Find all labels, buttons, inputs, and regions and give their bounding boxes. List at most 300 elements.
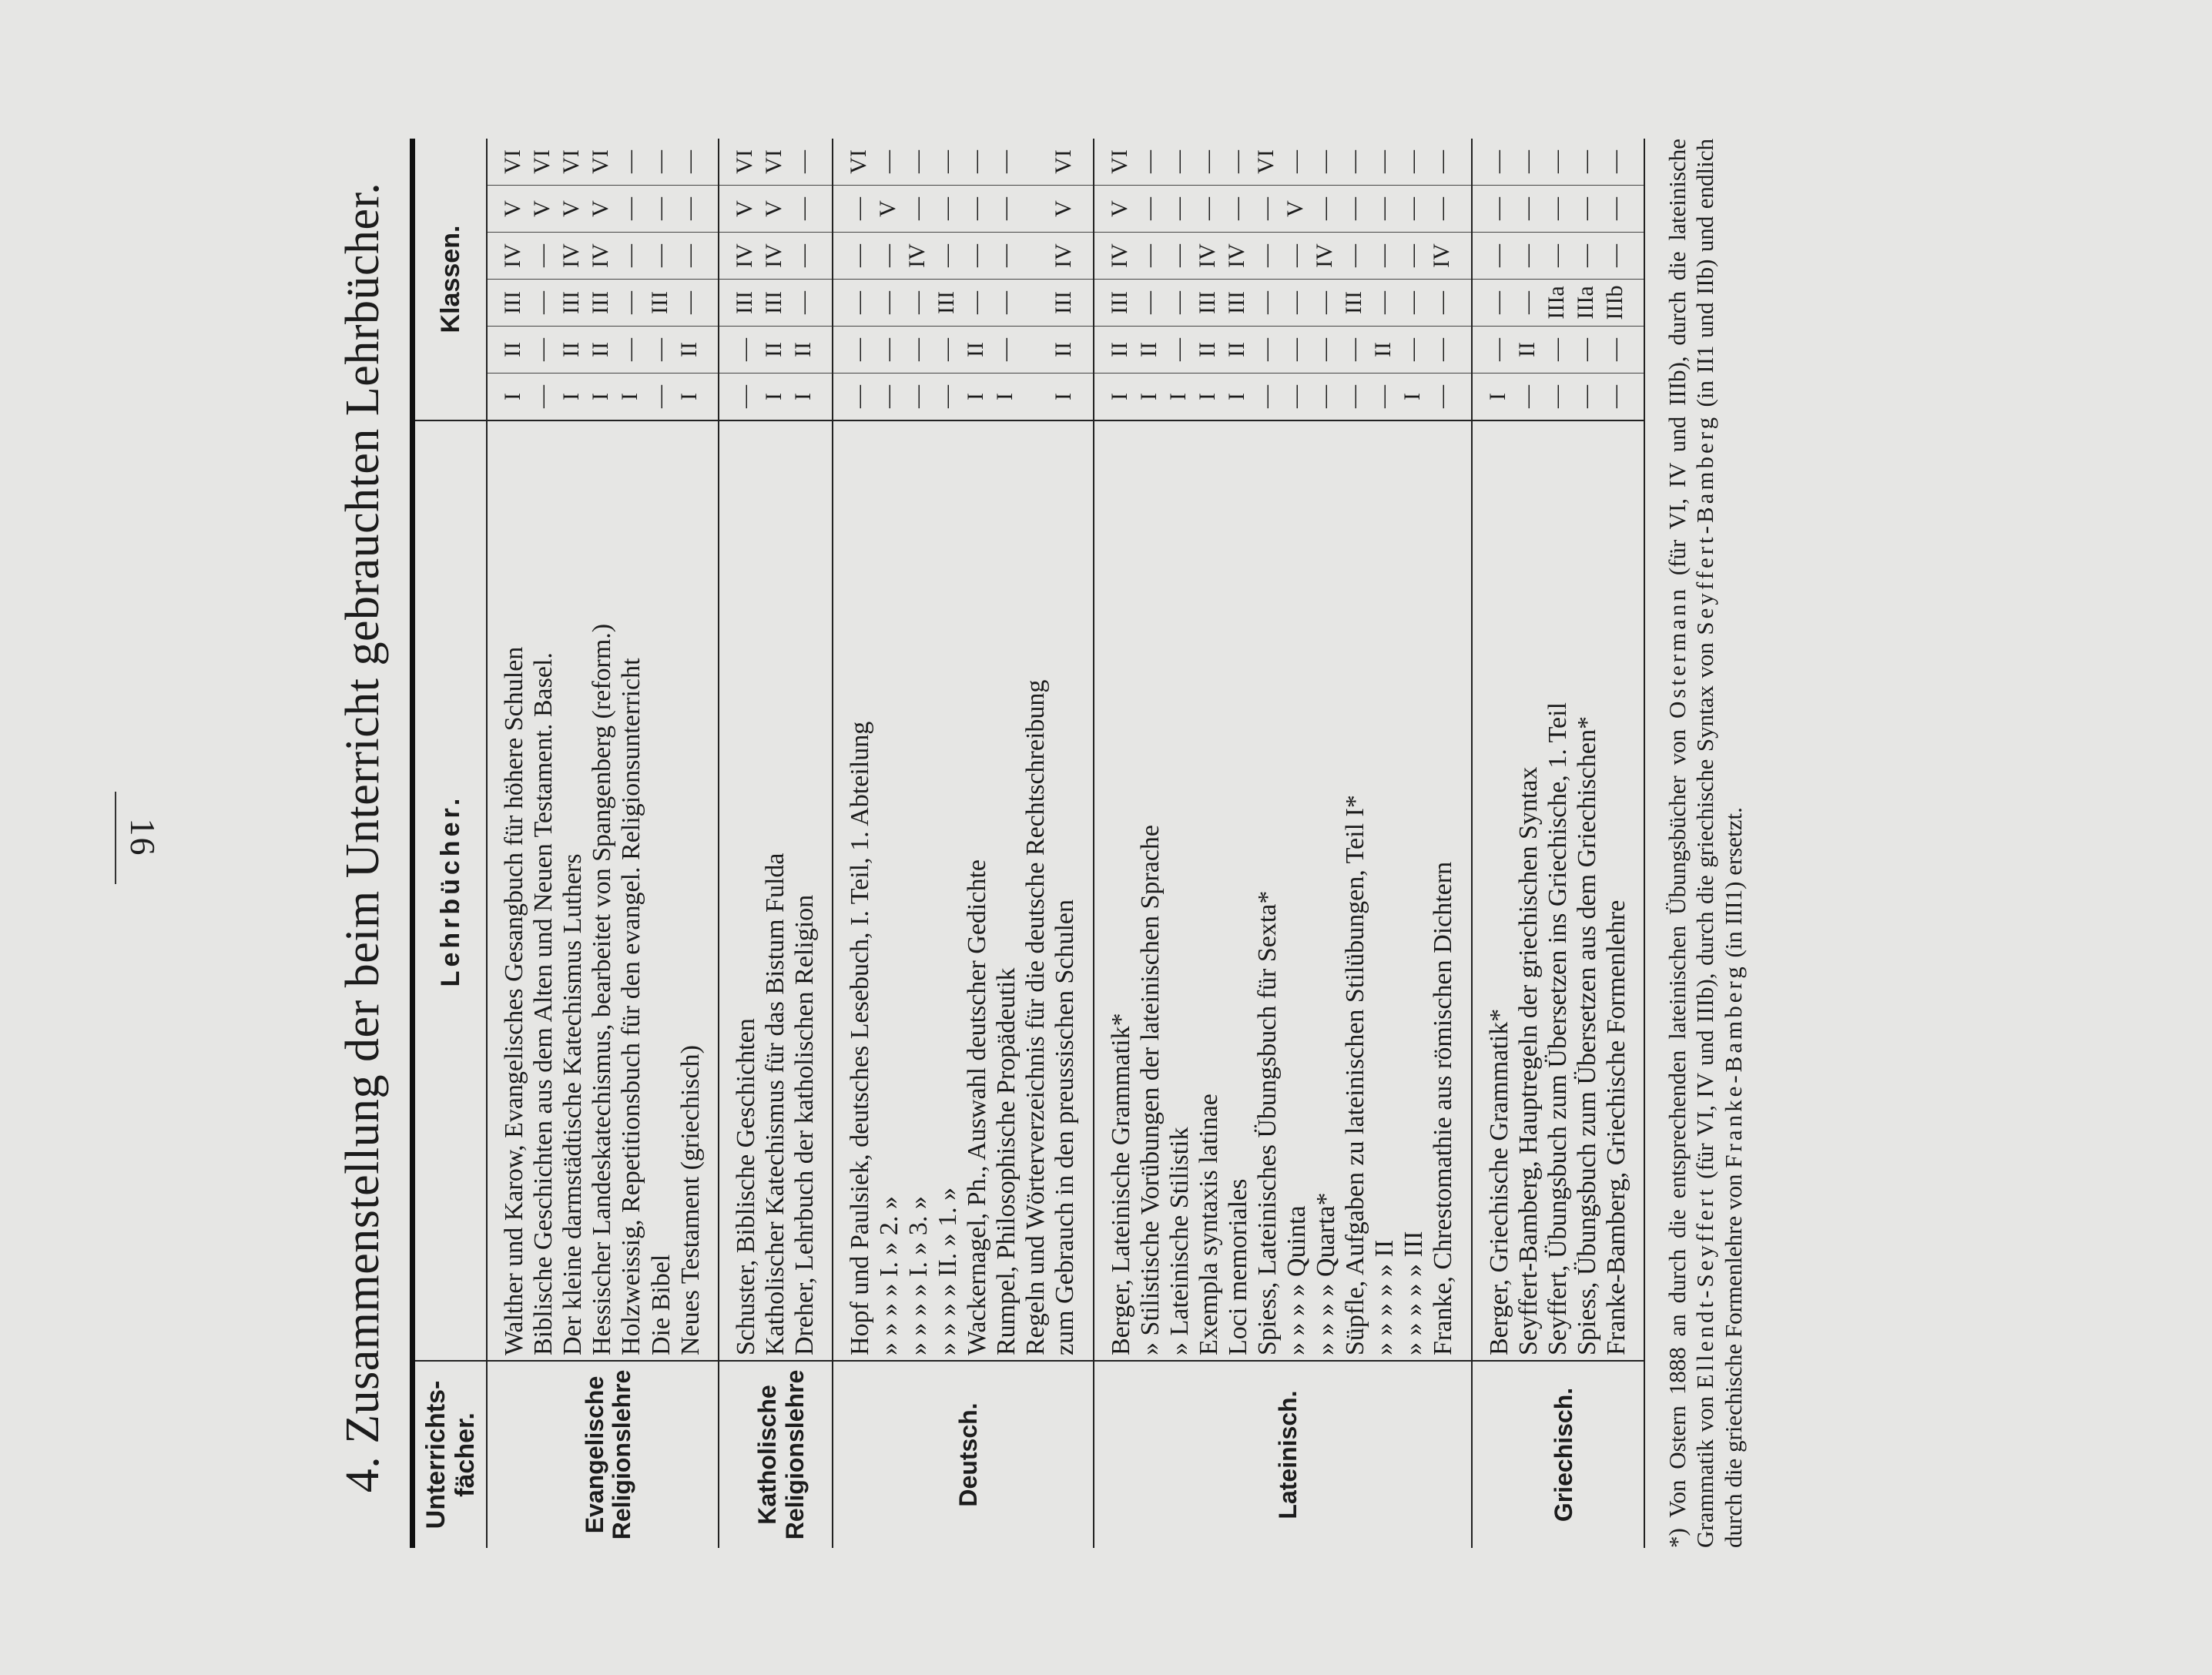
book-cell: Loci memoriales [1224,420,1253,1361]
class-cell: — [833,186,875,233]
class-cell: VI [500,149,526,174]
table-row [487,139,529,1548]
class-cell: — [1282,233,1312,280]
table-row [676,139,719,1548]
class-cell: I [617,374,646,421]
class-cell: — [617,327,646,374]
table-row [1224,139,1253,1548]
class-cell: — [1165,150,1191,173]
page-number-text: 16 [123,818,163,857]
class-cell: — [904,150,930,173]
class-cell: — [790,233,833,280]
table-row [1573,139,1602,1548]
class-cell: I [487,374,529,421]
class-cell: IV [487,233,529,280]
page-number [115,0,163,1675]
class-cell: V [719,186,761,233]
table-row [761,139,790,1548]
class-cell: II [1514,327,1543,374]
table-row [875,139,904,1548]
class-cell: — [875,280,904,327]
class-cell: I [1051,374,1093,421]
class-cell: II [676,327,719,374]
subject-group [1472,139,1644,1548]
table-row [1021,139,1051,1548]
table-row [719,139,761,1548]
class-cell: — [1223,150,1249,173]
book-cell: » » » » II. » 1. » [933,420,963,1361]
class-cell: VI [1252,149,1279,174]
table-row [1370,139,1399,1548]
subject-cell: Deutsch. [833,1361,1094,1548]
class-cell: — [1602,327,1644,374]
class-cell: — [1399,327,1429,374]
class-cell: — [904,374,933,421]
class-cell: — [1543,186,1573,233]
class-cell: VI [529,149,555,174]
class-cell: — [1195,186,1224,233]
class-cell: III [1224,280,1253,327]
table-row [1136,139,1165,1548]
class-cell: — [1312,186,1341,233]
table-row [1282,139,1312,1548]
class-cell: VI [1051,149,1077,174]
class-cell: — [904,186,933,233]
class-cell: — [833,233,875,280]
class-cell: — [617,280,646,327]
class-cell: — [1399,233,1429,280]
class-cell: — [1370,280,1399,327]
class-cell: — [1165,233,1195,280]
table-row [1514,139,1543,1548]
table-row [1341,139,1370,1548]
class-cell: V [875,186,904,233]
class-cell: I [1399,374,1429,421]
class-cell: I [1165,374,1195,421]
class-cell: — [790,280,833,327]
class-cell: — [529,280,558,327]
class-cell: — [1253,280,1282,327]
class-cell: V [761,186,790,233]
class-cell: — [1282,280,1312,327]
class-cell: — [992,150,1018,173]
footnote-name-4: Franke-Bamberg [1720,963,1748,1168]
class-cell: — [1429,186,1471,233]
class-cell: — [1543,327,1573,374]
class-cell: IV [1312,233,1341,280]
class-cell: II [1370,327,1399,374]
footnote-name-1: Ostermann [1663,585,1691,719]
footnote-name-3: Seyffert-Bamberg [1691,414,1719,635]
class-cell: — [1165,280,1195,327]
class-cell: III [761,280,790,327]
class-cell: II [588,327,617,374]
class-cell: III [558,280,588,327]
class-cell: V [529,186,558,233]
class-cell: I [761,374,790,421]
class-cell: — [1399,280,1429,327]
class-cell: — [1573,327,1602,374]
class-cell: — [1514,374,1543,421]
class-cell: — [529,374,558,421]
class-cell: IIIa [1543,280,1573,327]
class-cell [1021,280,1051,327]
class-cell: IIIb [1602,280,1644,327]
class-cell: — [617,186,646,233]
class-cell [1021,374,1051,421]
class-cell: IV [1195,233,1224,280]
class-cell: IV [588,233,617,280]
class-cell: — [1573,374,1602,421]
class-cell: — [1573,186,1602,233]
header-classes: Klassen. [436,225,466,333]
table-row [1399,139,1429,1548]
table-row [588,139,617,1548]
class-cell: — [1253,327,1282,374]
book-cell: Schuster, Biblische Geschichten [719,420,761,1361]
subject-cell: Katholische Religionslehre [719,1361,833,1548]
class-cell: — [676,280,719,327]
class-cell: III [487,280,529,327]
class-cell: II [1094,327,1136,374]
class-cell: I [790,374,833,421]
textbook-table [410,139,1645,1548]
class-cell: II [761,327,790,374]
class-cell: — [529,327,558,374]
book-cell: zum Gebrauch in den preussischen Schulen [1051,420,1093,1361]
class-cell: VI [845,149,871,174]
class-cell: II [558,327,588,374]
class-cell: — [1370,233,1399,280]
class-cell: II [1051,327,1093,374]
class-cell: I [1472,374,1514,421]
class-cell: — [1341,327,1370,374]
book-cell: » » » » I. » 3. » [904,420,933,1361]
class-cell: IV [558,233,588,280]
table-row [558,139,588,1548]
page-number-rule [115,792,116,884]
book-cell: Hessischer Landeskatechismus, bearbeitet von Spangenberg (reform.) [588,420,617,1361]
class-cell: — [647,233,676,280]
subject-group [1094,139,1472,1548]
book-cell: Regeln und Wörterverzeichnis für die deutsche Rechtschreibung [1021,420,1051,1361]
footnote-text-4: (in II1 und IIb) und endlich durch die griechische Formenlehre von [1691,138,1748,1548]
class-cell: II [1136,327,1165,374]
class-cell: — [1224,186,1253,233]
class-cell: IV [1429,233,1471,280]
class-cell: V [558,186,588,233]
class-cell: — [1136,280,1165,327]
class-cell: — [1341,150,1367,173]
class-cell: — [1341,186,1370,233]
table-row [992,139,1021,1548]
class-cell: — [1136,233,1165,280]
class-cell: V [1094,186,1136,233]
class-cell: — [933,150,960,173]
class-cell: — [1543,150,1569,173]
class-cell: — [833,327,875,374]
class-cell: — [933,327,963,374]
class-cell: — [647,374,676,421]
class-cell: — [963,280,992,327]
class-cell: — [1472,233,1514,280]
class-cell [1021,186,1051,233]
class-cell: — [1136,186,1165,233]
class-cell: III [933,280,963,327]
class-cell: I [1224,374,1253,421]
class-cell: — [1253,186,1282,233]
footnote-name-2: Ellendt-Seyffert [1691,1186,1719,1389]
class-cell: — [1514,280,1543,327]
table-header-row [413,139,488,1548]
class-cell: I [992,374,1021,421]
table-row [1312,139,1341,1548]
class-cell: — [1601,150,1627,173]
class-cell: — [647,186,676,233]
class-cell: II [1195,327,1224,374]
class-cell: — [1399,186,1429,233]
class-cell: III [1051,280,1093,327]
subject-cell: Lateinisch. [1094,1361,1472,1548]
book-cell: Katholischer Katechismus für das Bistum Fulda [761,420,790,1361]
table-row [933,139,963,1548]
subject-cell: Evangelische Religionslehre [487,1361,719,1548]
class-cell: — [1429,280,1471,327]
class-cell: II [790,327,833,374]
book-cell: Walther und Karow, Evangelisches Gesangbuch für höhere Schulen [487,420,529,1361]
header-subject: Unterrichts-fächer. [413,1361,488,1548]
class-cell: — [1472,327,1514,374]
header-books: Lehrbücher. [413,420,488,1361]
class-cell: — [963,150,989,173]
class-cell: — [1341,233,1370,280]
class-cell: — [1602,186,1644,233]
book-cell: Franke, Chrestomathie aus römischen Dichtern [1429,420,1471,1361]
class-cell: — [676,186,719,233]
book-cell: Spiess, Übungsbuch zum Übersetzen aus dem Griechischen* [1573,420,1602,1361]
class-cell: IV [1051,233,1093,280]
class-cell: I [1136,374,1165,421]
class-cell: — [1253,233,1282,280]
table-row [1165,139,1195,1548]
table-row [1253,139,1282,1548]
class-cell: — [1472,186,1514,233]
class-cell: — [875,327,904,374]
class-cell: — [992,327,1021,374]
class-cell: — [1370,374,1399,421]
class-cell: — [875,233,904,280]
class-cell: — [933,233,963,280]
book-cell: » » » » » III [1399,420,1429,1361]
class-cell: — [1543,233,1573,280]
table-row [963,139,992,1548]
class-cell: III [588,280,617,327]
book-cell: » Lateinische Stilistik [1165,420,1195,1361]
class-cell: — [790,186,833,233]
class-cell: — [904,280,933,327]
class-cell: — [719,327,761,374]
class-cell: — [1399,150,1426,173]
footnote [1664,139,1748,1548]
class-cell: — [1312,280,1341,327]
class-cell: — [1429,150,1455,173]
class-cell: V [487,186,529,233]
class-cell: — [933,186,963,233]
class-cell: IV [761,233,790,280]
footnote-text-1: *) Von Ostern 1888 an durch die entsprechenden lateinischen Übungsbücher von [1663,729,1691,1548]
subject-group [833,139,1094,1548]
class-cell: VI [760,149,786,174]
class-cell: III [719,280,761,327]
class-cell: — [719,374,761,421]
book-cell: Wackernagel, Ph., Auswahl deutscher Gedichte [963,420,992,1361]
class-cell: — [617,233,646,280]
class-cell: IV [719,233,761,280]
class-cell: — [1370,186,1399,233]
table-row [1472,139,1514,1548]
class-cell: I [676,374,719,421]
class-cell: — [1514,186,1543,233]
class-cell: III [1341,280,1370,327]
class-cell: — [1312,374,1341,421]
class-cell: — [1165,327,1195,374]
class-cell: II [1224,327,1253,374]
class-cell: VI [1106,149,1132,174]
table-row [1602,139,1644,1548]
table-row [833,139,875,1548]
class-cell: — [1165,186,1195,233]
class-cell: — [833,280,875,327]
class-cell: IV [1094,233,1136,280]
class-cell: — [933,374,963,421]
class-cell: — [875,150,901,173]
book-cell: Dreher, Lehrbuch der katholischen Religion [790,420,833,1361]
class-cell: — [1312,327,1341,374]
table-row [904,139,933,1548]
class-cell: — [1573,233,1602,280]
class-cell [1021,327,1051,374]
class-cell: IIIa [1573,280,1602,327]
class-cell: III [647,280,676,327]
class-cell: — [1341,374,1370,421]
class-cell: — [1572,150,1598,173]
class-cell: III [1094,280,1136,327]
class-cell: — [1282,327,1312,374]
book-cell: Seyffert-Bamberg, Hauptregeln der griechischen Syntax [1514,420,1543,1361]
book-cell: Berger, Griechische Grammatik* [1472,420,1514,1361]
content-block [410,139,1981,1548]
subject-group [487,139,719,1548]
class-cell: I [588,374,617,421]
book-cell: Seyffert, Übungsbuch zum Übersetzen ins Griechische, 1. Teil [1543,420,1573,1361]
class-cell: — [833,374,875,421]
class-cell: V [588,186,617,233]
class-cell: VI [558,149,585,174]
class-cell: — [963,233,992,280]
class-cell: VI [731,149,757,174]
table-row [1543,139,1573,1548]
book-cell: Die Bibel [647,420,676,1361]
book-cell: » Stilistische Vorübungen der lateinischen Sprache [1136,420,1165,1361]
class-cell: — [1194,150,1220,173]
class-cell: I [1195,374,1224,421]
book-cell: Exempla syntaxis latinae [1195,420,1224,1361]
class-cell: — [1429,327,1471,374]
class-cell: — [617,150,643,173]
class-cell: — [529,233,558,280]
class-cell: I [963,374,992,421]
table-row [1094,139,1136,1548]
book-cell: Süpfle, Aufgaben zu lateinischen Stilübungen, Teil I* [1341,420,1370,1361]
class-cell: — [904,327,933,374]
class-cell: — [789,150,816,173]
class-cell: IV [1224,233,1253,280]
book-cell: Berger, Lateinische Grammatik* [1094,420,1136,1361]
class-cell: — [992,186,1021,233]
class-cell: II [487,327,529,374]
footnote-text-2: (für VI, IV und IIIb), durch die lateinische Grammatik von [1663,138,1719,1548]
class-cell: — [992,233,1021,280]
subject-group [719,139,833,1548]
book-cell: » » » » » II [1370,420,1399,1361]
class-cell [1021,139,1051,186]
class-cell: — [1282,374,1312,421]
class-cell: — [963,186,992,233]
class-cell: — [1484,150,1510,173]
book-cell: Franke-Bamberg, Griechische Formenlehre [1602,420,1644,1361]
book-cell: Rumpel, Philosophische Propädeutik [992,420,1021,1361]
class-cell: — [1514,233,1543,280]
class-cell: — [875,374,904,421]
class-cell: V [1282,186,1312,233]
class-cell: I [1094,374,1136,421]
page-title: 4. Zusammenstellung der beim Unterricht gebrauchten Lehrbücher. [337,182,389,1493]
table-row [1429,139,1471,1548]
class-cell: — [1543,374,1573,421]
table-row [1195,139,1224,1548]
book-cell: Holzweissig, Repetitionsbuch für den evangel. Religionsunterricht [617,420,646,1361]
class-cell: I [558,374,588,421]
book-cell: » » » » I. » 2. » [875,420,904,1361]
subject-cell: Griechisch. [1472,1361,1644,1548]
class-cell: — [676,233,719,280]
class-cell: — [1472,280,1514,327]
book-cell: Der kleine darmstädtische Katechismus Luthers [558,420,588,1361]
book-cell: Neues Testament (griechisch) [676,420,719,1361]
class-cell: — [1282,150,1309,173]
class-cell: — [1602,374,1644,421]
table-row [617,139,646,1548]
book-cell: » » » » Quinta [1282,420,1312,1361]
class-cell: — [992,280,1021,327]
class-cell: — [1253,374,1282,421]
table-row [1051,139,1093,1548]
class-cell: II [963,327,992,374]
class-cell: — [1312,150,1338,173]
class-cell: — [1513,150,1540,173]
table-row [790,139,833,1548]
class-cell: — [1135,150,1161,173]
book-cell: » » » » Quarta* [1312,420,1341,1361]
class-cell: IV [904,233,933,280]
class-cell: — [1429,374,1471,421]
class-cell [1021,233,1051,280]
class-cell: VI [588,149,614,174]
class-cell: — [646,150,672,173]
class-cell: — [1370,150,1396,173]
footnote-text-5: (in III1) ersetzt. [1720,807,1748,958]
table-row [647,139,676,1548]
